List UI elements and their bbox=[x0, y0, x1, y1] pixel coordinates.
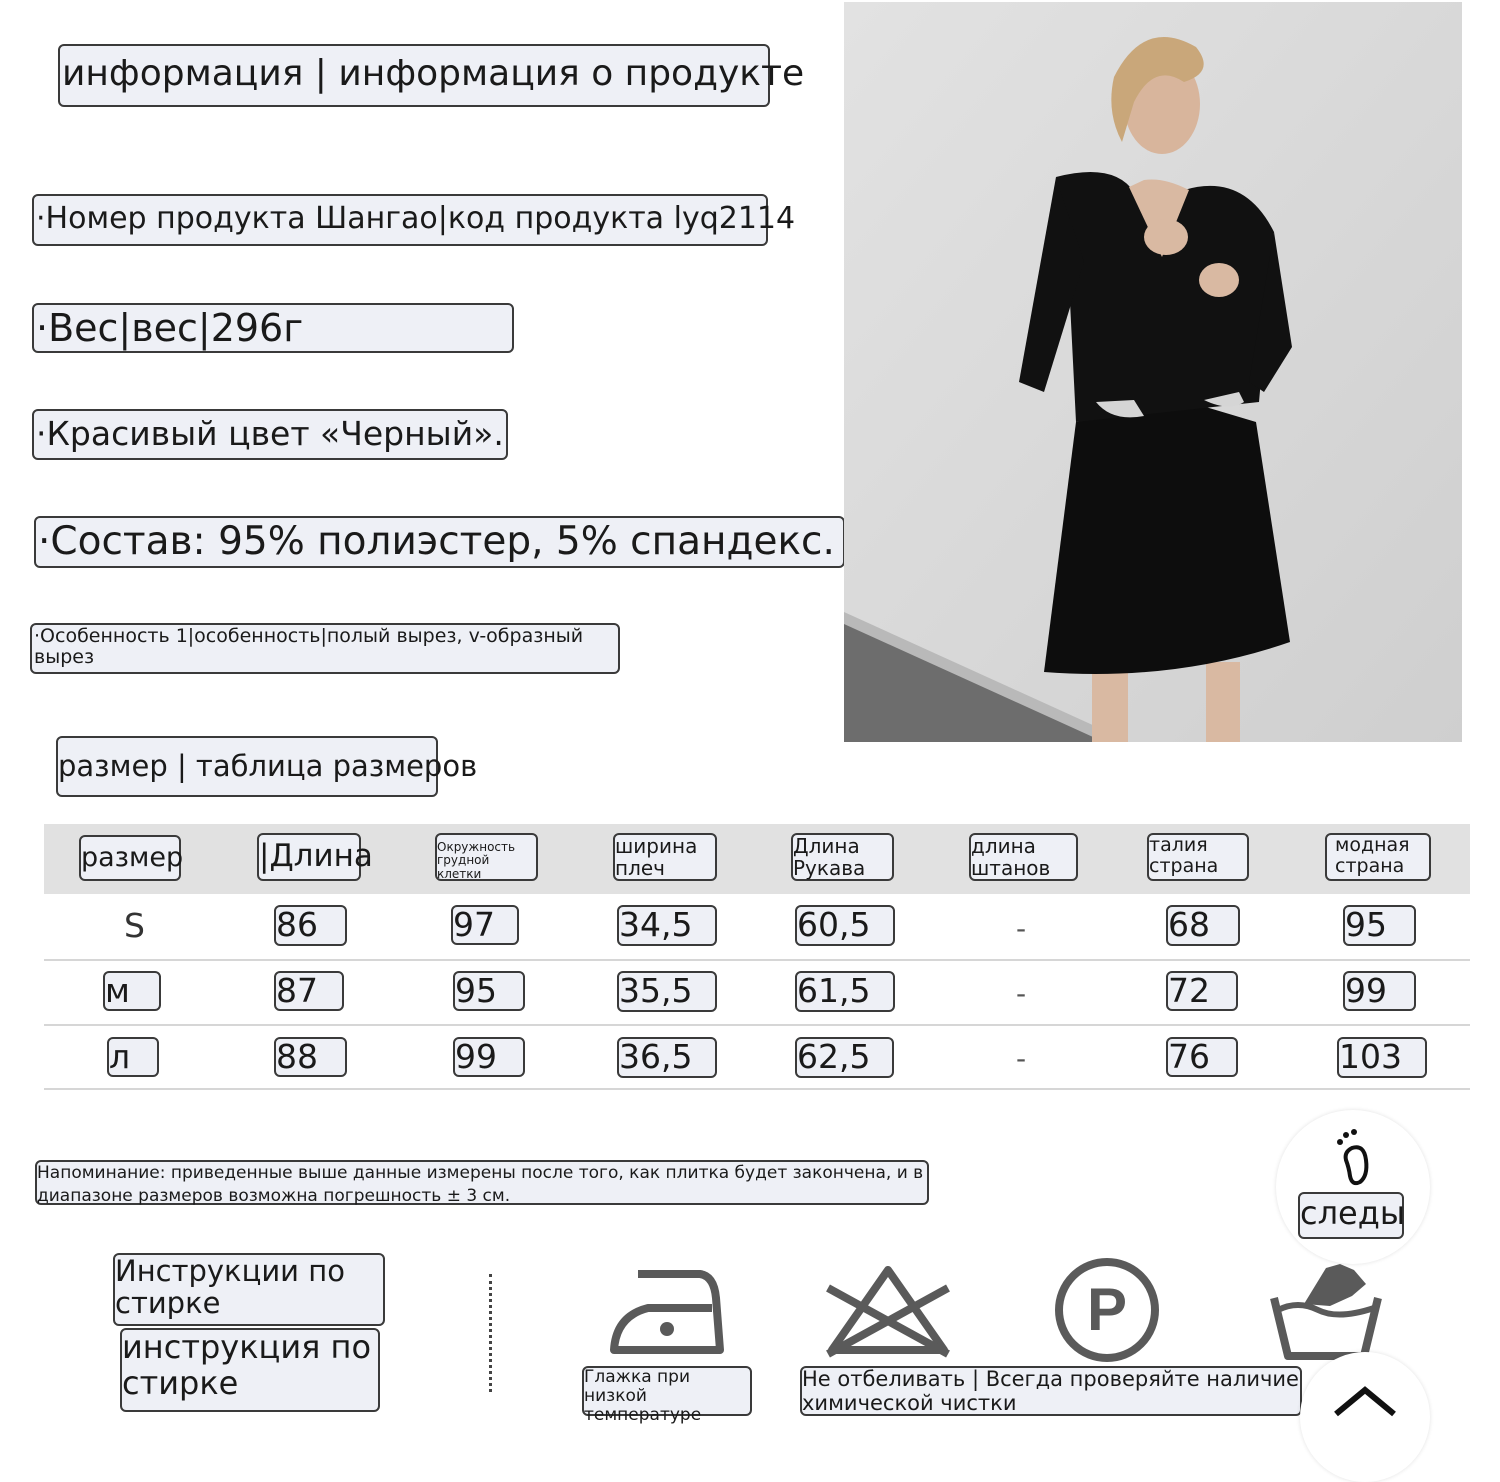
footprint-label: следы bbox=[1298, 1192, 1404, 1239]
cell-hip: 95 bbox=[1343, 905, 1416, 946]
cell-shoulder: 36,5 bbox=[617, 1037, 717, 1078]
cell-size: м bbox=[103, 971, 161, 1011]
cell-chest: 99 bbox=[453, 1037, 525, 1077]
header-shoulder: ширина плеч bbox=[613, 833, 717, 881]
cell-sleeve: 60,5 bbox=[795, 905, 895, 946]
header-waist: талия страна bbox=[1147, 833, 1249, 881]
measurement-reminder: Напоминание: приведенные выше данные измерены после того, как плитка будет закончена, и в диапазоне размеров возможна погрешность ± 3 см. bbox=[35, 1160, 929, 1205]
footprint-icon bbox=[1322, 1126, 1386, 1190]
header-chest: Окружность грудной клетки bbox=[435, 833, 538, 881]
row-divider bbox=[44, 959, 1470, 961]
cell-waist: 68 bbox=[1166, 905, 1240, 946]
cell-pants-length: - bbox=[1016, 912, 1027, 945]
product-color: ·Красивый цвет «Черный». bbox=[32, 409, 508, 460]
cell-chest: 95 bbox=[453, 971, 525, 1011]
product-weight: ·Вес|вес|296г bbox=[32, 303, 514, 353]
iron-label: Глажка при низкой температуре bbox=[582, 1366, 752, 1416]
cell-waist: 72 bbox=[1166, 971, 1238, 1011]
cell-shoulder: 35,5 bbox=[617, 971, 717, 1012]
cell-hip: 99 bbox=[1343, 971, 1416, 1011]
chevron-up-icon bbox=[1326, 1382, 1404, 1422]
scroll-top-button[interactable] bbox=[1300, 1352, 1430, 1482]
hand-wash-icon bbox=[1268, 1260, 1384, 1360]
cell-waist: 76 bbox=[1166, 1037, 1238, 1077]
cell-size: S bbox=[124, 906, 145, 945]
cell-length: 88 bbox=[274, 1037, 347, 1077]
header-size: размер bbox=[79, 835, 181, 881]
wash-subtitle: инструкция по стирке bbox=[120, 1328, 380, 1412]
cell-sleeve: 61,5 bbox=[795, 971, 895, 1012]
header-hip: модная страна bbox=[1325, 833, 1431, 881]
cell-shoulder: 34,5 bbox=[617, 905, 717, 946]
header-sleeve: Длина Рукава bbox=[791, 833, 894, 881]
cell-sleeve: 62,5 bbox=[795, 1037, 894, 1078]
header-length: |Длина bbox=[257, 833, 361, 881]
cell-length: 87 bbox=[274, 971, 344, 1011]
product-photo bbox=[844, 2, 1462, 742]
cell-pants-length: - bbox=[1016, 1042, 1027, 1075]
wash-title: Инструкции по стирке bbox=[113, 1253, 385, 1326]
footprint-badge bbox=[1276, 1110, 1430, 1264]
size-heading: размер | таблица размеров bbox=[56, 736, 438, 797]
product-composition: ·Состав: 95% полиэстер, 5% спандекс. bbox=[34, 516, 845, 568]
section-divider bbox=[489, 1274, 492, 1392]
svg-text:P: P bbox=[1086, 1276, 1128, 1343]
no-bleach-icon bbox=[822, 1262, 954, 1358]
cell-chest: 97 bbox=[451, 905, 519, 945]
cell-pants-length: - bbox=[1016, 977, 1027, 1010]
iron-icon bbox=[608, 1268, 726, 1356]
info-heading: информация | информация о продукте bbox=[58, 44, 770, 107]
row-divider bbox=[44, 1088, 1470, 1090]
row-divider bbox=[44, 1024, 1470, 1026]
product-feature: ·Особенность 1|особенность|полый вырез, v-образный вырез bbox=[30, 623, 620, 674]
cell-size: л bbox=[107, 1037, 159, 1077]
cell-hip: 103 bbox=[1337, 1037, 1427, 1078]
bleach-label: Не отбеливать | Всегда проверяйте наличие химической чистки bbox=[800, 1366, 1302, 1416]
cell-length: 86 bbox=[274, 905, 347, 946]
product-code: ·Номер продукта Шангао|код продукта lyq2114 bbox=[32, 194, 768, 246]
header-pants-length: длина штанов bbox=[969, 833, 1078, 881]
dry-clean-p-icon bbox=[1053, 1256, 1161, 1364]
